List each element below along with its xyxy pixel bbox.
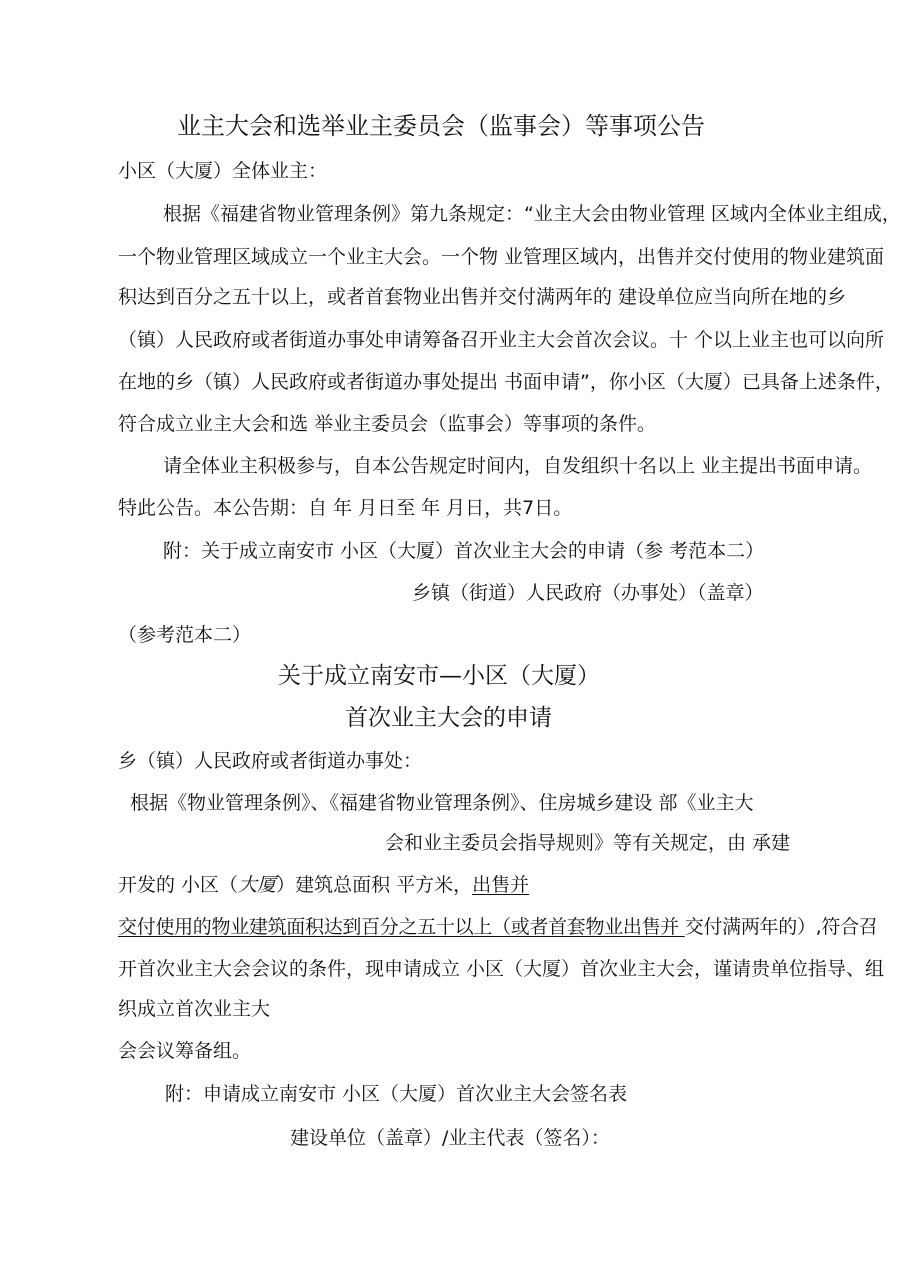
application-addressee: 乡（镇）人民政府或者街道办事处： bbox=[118, 750, 423, 772]
notice-para1-line: 在地的乡（镇）人民政府或者街道办事处提出 书面申请”，你小区（大厦）已具备上述条件， bbox=[118, 371, 894, 393]
body-text: 交付满两年的）,符合召 bbox=[684, 916, 878, 938]
body-text: 开发的 小区（ bbox=[118, 874, 239, 896]
notice-para1-line: （镇）人民政府或者街道办事处申请筹备召开业主大会首次会议。十 个以上业主也可以向所 bbox=[118, 329, 885, 351]
notice-salutation: 小区（大厦）全体业主： bbox=[118, 160, 328, 182]
application-body-line bbox=[118, 872, 529, 898]
notice-para2: 请全体业主积极参与，自本公告规定时间内，自发组织十名以上 业主提出书面申请。 bbox=[163, 455, 873, 477]
application-signature: 建设单位（盖章）/业主代表（签名）： bbox=[290, 1127, 610, 1149]
application-title-line1: 关于成立南安市—小区（大厦） bbox=[278, 663, 600, 689]
body-text: ）建筑总面积 平方米， bbox=[276, 874, 473, 896]
notice-period: 特此公告。本公告期：自 年 月日至 年 月日，共7日。 bbox=[118, 497, 573, 519]
application-body-line: 织成立首次业主大 bbox=[118, 998, 271, 1020]
sample-label: （参考范本二） bbox=[118, 624, 252, 646]
notice-title: 业主大会和选举业主委员会（监事会）等事项公告 bbox=[177, 112, 705, 140]
application-body-line: 根据《物业管理条例》、《福建省物业管理条例》、住房城乡建设 部《业主大 bbox=[130, 792, 754, 814]
body-text-italic: 大厦 bbox=[238, 874, 277, 896]
notice-attachment: 附：关于成立南安市 小区（大厦）首次业主大会的申请（参 考范本二） bbox=[163, 540, 765, 562]
application-body-line: 开首次业主大会会议的条件，现申请成立 小区（大厦）首次业主大会，谨请贵单位指导、组 bbox=[118, 958, 885, 980]
body-text-underlined: 出售并 bbox=[472, 874, 530, 896]
body-text-underlined: 交付使用的物业建筑面积达到百分之五十以上（或者首套物业出售并 bbox=[118, 916, 685, 938]
notice-para1-line: 根据《福建省物业管理条例》第九条规定：“业主大会由物业管理 区域内全体业主组成， bbox=[163, 203, 901, 225]
notice-para1-line: 积达到百分之五十以上，或者首套物业出售并交付满两年的 建设单位应当向所在地的乡 bbox=[118, 286, 847, 308]
notice-para1-line: 一个物业管理区域成立一个业主大会。一个物 业管理区域内，出售并交付使用的物业建筑面 bbox=[118, 246, 885, 268]
application-body-line: 会和业主委员会指导规则》等有关规定，由 承建 bbox=[385, 832, 791, 854]
notice-signature: 乡镇（街道）人民政府（办事处）（盖章） bbox=[412, 582, 764, 604]
application-attachment: 附：申请成立南安市 小区（大厦）首次业主大会签名表 bbox=[165, 1083, 628, 1105]
application-title-line2: 首次业主大会的申请 bbox=[345, 705, 552, 731]
application-body-line: 会会议筹备组。 bbox=[118, 1040, 252, 1062]
notice-para1-line: 符合成立业主大会和选 举业主委员会（监事会）等事项的条件。 bbox=[118, 413, 657, 435]
application-body-line bbox=[118, 914, 878, 940]
